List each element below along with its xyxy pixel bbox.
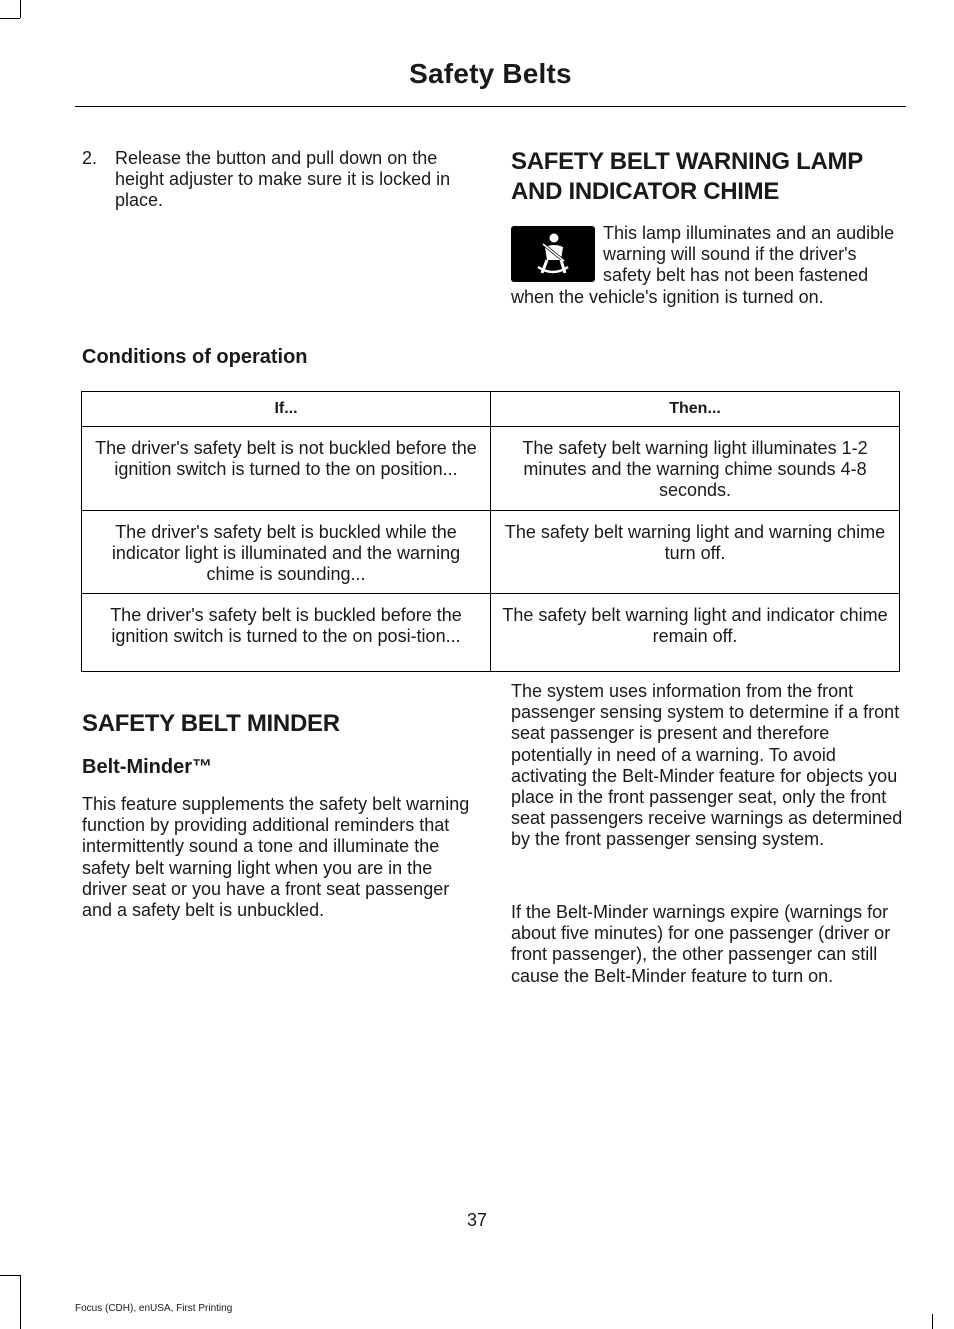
crop-mark <box>20 0 21 18</box>
crop-mark <box>932 1314 933 1329</box>
title-divider <box>75 106 906 107</box>
warning-expire-paragraph: If the Belt-Minder warnings expire (warnings for about five minutes) for one passenger (driver or front passenger), the other passenger can still cause the Belt-Minder feature to turn on. <box>511 902 891 986</box>
column-header-if: If... <box>82 392 491 427</box>
condition-then-cell: The safety belt warning light illuminates 1-2 minutes and the warning chime sounds 4-8 seconds. <box>491 427 900 511</box>
table-row <box>82 510 900 594</box>
warning-lamp-heading: SAFETY BELT WARNING LAMP AND INDICATOR CHIME <box>511 148 863 205</box>
table-row <box>82 594 900 672</box>
condition-then-cell: The safety belt warning light and warning chime turn off. <box>491 510 900 594</box>
seatbelt-warning-icon <box>511 226 595 282</box>
belt-minder-paragraph: This feature supplements the safety belt warning function by providing additional reminders that intermittently sound a tone and illuminate the safety belt warning light when you are in the driver seat or you have a front seat passenger and a safety belt is unbuckled. <box>82 794 470 921</box>
condition-if-cell: The driver's safety belt is not buckled before the ignition switch is turned to the on position... <box>82 427 491 511</box>
conditions-table <box>81 391 900 672</box>
step-number: 2. <box>82 148 98 168</box>
condition-then-cell: The safety belt warning light and indicator chime remain off. <box>491 594 900 672</box>
column-header-then: Then... <box>491 392 900 427</box>
page-number: 37 <box>466 1210 488 1230</box>
belt-minder-heading: SAFETY BELT MINDER <box>82 710 340 737</box>
crop-mark <box>20 1275 21 1329</box>
crop-mark <box>0 1275 20 1276</box>
condition-if-cell: The driver's safety belt is buckled before the ignition switch is turned to the on posi-tion... <box>82 594 491 672</box>
belt-minder-subheading: Belt-Minder™ <box>82 756 212 778</box>
warning-lamp-text: This lamp illuminates and an audible warning will sound if the driver's safety belt has not been fastened when the vehicle's ignition is turned on. <box>511 223 895 307</box>
passenger-sensing-paragraph: The system uses information from the front passenger sensing system to determine if a front seat passenger is present and therefore potentially in need of a warning. To avoid activating the Belt-Minder feature for objects you place in the front passenger seat, only the front seat passengers receive warnings as determined by the front passenger sensing system. <box>511 681 903 850</box>
edition-footer: Focus (CDH), enUSA, First Printing <box>75 1303 233 1314</box>
step-text: Release the button and pull down on the height adjuster to make sure it is locked in place. <box>115 148 451 211</box>
warning-lamp-description <box>511 223 903 308</box>
conditions-heading: Conditions of operation <box>82 346 308 368</box>
crop-mark <box>0 18 20 19</box>
table-row <box>82 427 900 511</box>
condition-if-cell: The driver's safety belt is buckled while the indicator light is illuminated and the warning chime is sounding... <box>82 510 491 594</box>
page-title: Safety Belts <box>409 58 572 89</box>
